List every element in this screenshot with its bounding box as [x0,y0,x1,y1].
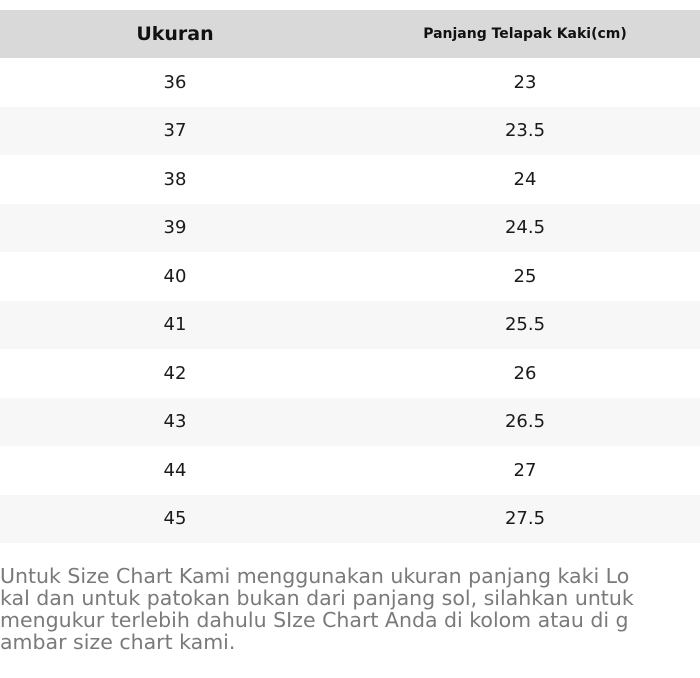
size-cell: 36 [163,71,187,93]
size-chart-table [0,10,700,543]
table-row [0,446,700,495]
size-cell: 42 [163,362,187,384]
size-cell: 44 [163,459,187,481]
foot-length-cell: 25.5 [504,314,546,336]
table-row [0,349,700,398]
size-cell: 43 [163,411,187,433]
foot-length-cell: 24 [513,168,537,190]
foot-length-cell: 23.5 [504,120,546,142]
size-cell: 41 [163,314,187,336]
table-row [0,398,700,447]
foot-length-cell: 25 [513,265,537,287]
size-cell: 38 [163,168,187,190]
column-header-foot-length: Panjang Telapak Kaki(cm) [423,26,627,42]
foot-length-cell: 24.5 [504,217,546,239]
table-row [0,204,700,253]
size-cell: 39 [163,217,187,239]
foot-length-cell: 23 [513,71,537,93]
table-row [0,155,700,204]
table-row [0,495,700,544]
foot-length-cell: 27.5 [504,508,546,530]
table-header-row [0,10,700,58]
size-cell: 37 [163,120,187,142]
table-row [0,58,700,107]
size-chart-note: Untuk Size Chart Kami menggunakan ukuran panjang kaki Lo kal dan untuk patokan bukan dari panjang sol, silahkan untuk mengukur terlebih dahulu SIze Chart Anda di kolom atau di g ambar size chart kami. [0,564,634,654]
size-cell: 45 [163,508,187,530]
foot-length-cell: 27 [513,459,537,481]
table-row [0,301,700,350]
table-row [0,252,700,301]
size-cell: 40 [163,265,187,287]
table-row [0,107,700,156]
foot-length-cell: 26 [513,362,537,384]
column-header-size: Ukuran [136,23,214,45]
foot-length-cell: 26.5 [504,411,546,433]
